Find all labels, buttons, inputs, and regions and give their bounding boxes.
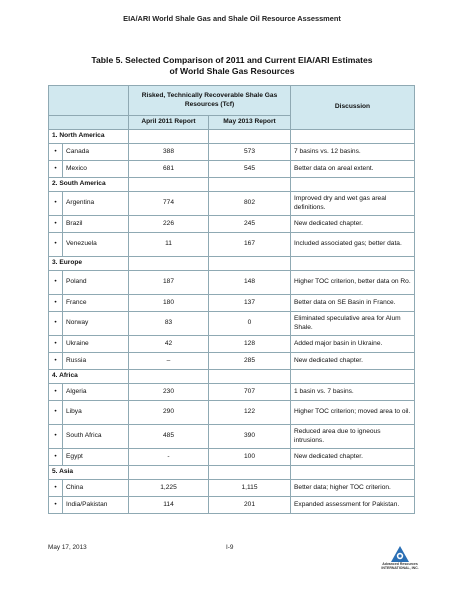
country-cell: Poland	[63, 271, 129, 295]
value-2011-cell: 230	[129, 384, 209, 401]
discussion-cell: Reduced area due to igneous intrusions.	[291, 425, 415, 449]
discussion-cell: Higher TOC criterion, better data on Ro.	[291, 271, 415, 295]
discussion-cell: Better data on areal extent.	[291, 161, 415, 178]
value-2011-cell: 11	[129, 233, 209, 257]
row-bullet: •	[49, 192, 63, 216]
value-2011-cell: 388	[129, 144, 209, 161]
value-2011-cell: 774	[129, 192, 209, 216]
section-empty-cell	[129, 466, 209, 480]
section-row	[49, 370, 415, 384]
country-cell: India/Pakistan	[63, 497, 129, 514]
value-2013-cell: 0	[209, 312, 291, 336]
country-cell: Canada	[63, 144, 129, 161]
country-cell: Venezuela	[63, 233, 129, 257]
table-row	[49, 480, 415, 497]
header-group-resources: Risked, Technically Recoverable Shale Gas Resources (Tcf)	[129, 86, 291, 116]
section-empty-cell	[129, 130, 209, 144]
row-bullet: •	[49, 216, 63, 233]
header-may-2013: May 2013 Report	[209, 116, 291, 130]
table-body	[49, 130, 415, 514]
table-row	[49, 353, 415, 370]
company-logo	[378, 546, 422, 571]
value-2011-cell: 42	[129, 336, 209, 353]
value-2011-cell: –	[129, 353, 209, 370]
table-row	[49, 497, 415, 514]
table-row	[49, 384, 415, 401]
row-bullet: •	[49, 449, 63, 466]
row-bullet: •	[49, 425, 63, 449]
table-row	[49, 233, 415, 257]
country-cell: South Africa	[63, 425, 129, 449]
section-row	[49, 178, 415, 192]
value-2011-cell: 83	[129, 312, 209, 336]
row-bullet: •	[49, 312, 63, 336]
table-row	[49, 271, 415, 295]
section-empty-cell	[209, 466, 291, 480]
discussion-cell: Eliminated speculative area for Alum Shale.	[291, 312, 415, 336]
value-2013-cell: 245	[209, 216, 291, 233]
discussion-cell: New dedicated chapter.	[291, 216, 415, 233]
country-cell: Brazil	[63, 216, 129, 233]
row-bullet: •	[49, 233, 63, 257]
value-2013-cell: 100	[209, 449, 291, 466]
discussion-cell: New dedicated chapter.	[291, 353, 415, 370]
section-empty-cell	[291, 178, 415, 192]
table-row	[49, 216, 415, 233]
comparison-table	[48, 85, 415, 514]
value-2013-cell: 167	[209, 233, 291, 257]
header-blank-cell	[49, 86, 129, 116]
value-2011-cell: 1,225	[129, 480, 209, 497]
footer-date: May 17, 2013	[48, 544, 87, 551]
footer-page-number: I-9	[226, 544, 234, 551]
section-name: 2. South America	[49, 178, 129, 192]
section-empty-cell	[129, 178, 209, 192]
logo-text-line1: Advanced Resources	[382, 562, 418, 566]
table-title	[0, 55, 464, 77]
header-april-2011: April 2011 Report	[129, 116, 209, 130]
section-name: 1. North America	[49, 130, 129, 144]
country-cell: Mexico	[63, 161, 129, 178]
country-cell: France	[63, 295, 129, 312]
row-bullet: •	[49, 480, 63, 497]
header-discussion: Discussion	[291, 86, 415, 130]
value-2013-cell: 122	[209, 401, 291, 425]
section-empty-cell	[291, 130, 415, 144]
discussion-cell: Added major basin in Ukraine.	[291, 336, 415, 353]
value-2013-cell: 1,115	[209, 480, 291, 497]
section-row	[49, 130, 415, 144]
value-2013-cell: 201	[209, 497, 291, 514]
discussion-cell: Included associated gas; better data.	[291, 233, 415, 257]
table-title-line2: of World Shale Gas Resources	[169, 66, 295, 76]
section-row	[49, 466, 415, 480]
value-2013-cell: 137	[209, 295, 291, 312]
section-empty-cell	[209, 130, 291, 144]
section-name: 4. Africa	[49, 370, 129, 384]
discussion-cell: Expanded assessment for Pakistan.	[291, 497, 415, 514]
triangle-logo-icon	[391, 546, 409, 562]
row-bullet: •	[49, 161, 63, 178]
country-cell: Egypt	[63, 449, 129, 466]
table-row	[49, 192, 415, 216]
section-empty-cell	[209, 370, 291, 384]
discussion-cell: 1 basin vs. 7 basins.	[291, 384, 415, 401]
discussion-cell: 7 basins vs. 12 basins.	[291, 144, 415, 161]
country-cell: China	[63, 480, 129, 497]
discussion-cell: Better data on SE Basin in France.	[291, 295, 415, 312]
row-bullet: •	[49, 144, 63, 161]
table-row	[49, 336, 415, 353]
section-name: 5. Asia	[49, 466, 129, 480]
country-cell: Ukraine	[63, 336, 129, 353]
row-bullet: •	[49, 384, 63, 401]
discussion-cell: New dedicated chapter.	[291, 449, 415, 466]
row-bullet: •	[49, 353, 63, 370]
value-2013-cell: 802	[209, 192, 291, 216]
value-2011-cell: 485	[129, 425, 209, 449]
country-cell: Algeria	[63, 384, 129, 401]
section-empty-cell	[291, 370, 415, 384]
section-empty-cell	[129, 257, 209, 271]
value-2011-cell: 290	[129, 401, 209, 425]
value-2013-cell: 148	[209, 271, 291, 295]
discussion-cell: Higher TOC criterion; moved area to oil.	[291, 401, 415, 425]
value-2013-cell: 128	[209, 336, 291, 353]
value-2011-cell: 187	[129, 271, 209, 295]
section-name: 3. Europe	[49, 257, 129, 271]
row-bullet: •	[49, 271, 63, 295]
value-2013-cell: 573	[209, 144, 291, 161]
logo-text-line2: INTERNATIONAL, INC.	[381, 566, 419, 571]
value-2013-cell: 390	[209, 425, 291, 449]
row-bullet: •	[49, 295, 63, 312]
value-2013-cell: 285	[209, 353, 291, 370]
value-2011-cell: 226	[129, 216, 209, 233]
country-cell: Russia	[63, 353, 129, 370]
table-row	[49, 401, 415, 425]
section-empty-cell	[129, 370, 209, 384]
table-row	[49, 449, 415, 466]
section-row	[49, 257, 415, 271]
value-2013-cell: 545	[209, 161, 291, 178]
country-cell: Argentina	[63, 192, 129, 216]
country-cell: Norway	[63, 312, 129, 336]
value-2011-cell: -	[129, 449, 209, 466]
section-empty-cell	[291, 466, 415, 480]
country-cell: Libya	[63, 401, 129, 425]
row-bullet: •	[49, 401, 63, 425]
discussion-cell: Improved dry and wet gas areal definitions.	[291, 192, 415, 216]
table-row	[49, 295, 415, 312]
table-title-line1: Table 5. Selected Comparison of 2011 and Current EIA/ARI Estimates	[91, 55, 373, 65]
table-row	[49, 312, 415, 336]
table-row	[49, 425, 415, 449]
section-empty-cell	[291, 257, 415, 271]
value-2011-cell: 681	[129, 161, 209, 178]
table-row	[49, 144, 415, 161]
value-2013-cell: 707	[209, 384, 291, 401]
section-empty-cell	[209, 178, 291, 192]
discussion-cell: Better data; higher TOC criterion.	[291, 480, 415, 497]
section-empty-cell	[209, 257, 291, 271]
row-bullet: •	[49, 336, 63, 353]
header-blank-cell-2	[49, 116, 129, 130]
value-2011-cell: 180	[129, 295, 209, 312]
value-2011-cell: 114	[129, 497, 209, 514]
running-header: EIA/ARI World Shale Gas and Shale Oil Resource Assessment	[123, 14, 341, 23]
row-bullet: •	[49, 497, 63, 514]
table-row	[49, 161, 415, 178]
